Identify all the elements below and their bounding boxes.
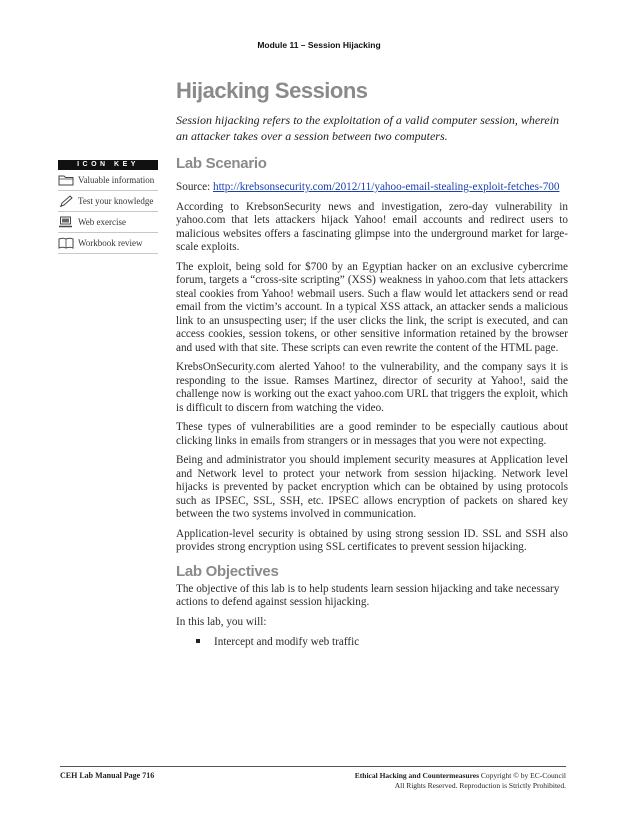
icon-key-label: Test your knowledge	[78, 196, 154, 206]
intro-text: Session hijacking refers to the exploitation of a valid computer session, wherein an attacker takes over a session between two computers.	[176, 113, 560, 143]
objectives-list	[176, 635, 568, 649]
footer-divider	[60, 766, 566, 767]
icon-key-item-test	[58, 191, 158, 212]
footer-book-title: Ethical Hacking and Countermeasures	[354, 771, 480, 780]
icon-key-label: Workbook review	[78, 238, 143, 248]
icon-key-label: Web exercise	[78, 217, 126, 227]
scenario-paragraph: KrebsOnSecurity.com alerted Yahoo! to the vulnerability, and the company says it is responding to the issue. Ramses Martinez, director of security at Yahoo!, said the challenge now is working out the exact yahoo.com URL that triggers the exploit, which is difficult to discern from watching the video.	[176, 361, 568, 414]
objectives-paragraph: The objective of this lab is to help students learn session hijacking and take necessary actions to defend against session hijacking.	[176, 582, 560, 608]
footer-page-label: CEH Lab Manual Page 716	[60, 771, 155, 780]
lab-scenario-heading: Lab Scenario	[176, 155, 267, 172]
scenario-paragraph: Being and administrator you should implement security measures at Application level and Network level to protect your network from session hijacking. Network level hijacks is prevented by packet encryption which can be obtained by using protocols such as IPSEC, SSL, SSH, etc. IPSEC allows encryption of packets on shared key between the two systems involved in communication.	[176, 454, 568, 520]
icon-key-item-valuable	[58, 170, 158, 191]
source-link[interactable]: http://krebsonsecurity.com/2012/11/yahoo-email-stealing-exploit-fetches-700	[212, 181, 560, 193]
objectives-paragraph: In this lab, you will:	[176, 615, 267, 628]
scenario-paragraph: These types of vulnerabilities are a good reminder to be especially cautious about clicking links in emails from strangers or in messages that you were not expecting.	[176, 421, 568, 447]
icon-key-item-web	[58, 212, 158, 233]
module-header: Module 11 – Session Hijacking	[257, 40, 381, 50]
scenario-paragraph: According to KrebsonSecurity news and investigation, zero-day vulnerability in yahoo.com that lets attackers hijack Yahoo! email accounts and redirect users to malicious websites offers a fascinating glimpse into the underground market for large-scale exploits.	[176, 200, 568, 253]
icon-key	[58, 160, 158, 254]
scenario-paragraph: The exploit, being sold for $700 by an Egyptian hacker on an exclusive cybercrime forum, targets a “cross-site scripting” (XSS) weakness in yahoo.com that lets attackers steal cookies from Yahoo! webmail users. Such a flaw would let attackers send or read email from the victim’s account. In a typical XSS attack, an attacker sends a malicious link to an unsuspecting user; if the user clicks the link, the script is executed, and can access cookies, session tokens, or other sensitive information retained by the browser and used with that site. These scripts can even rewrite the content of the HTML page.	[176, 260, 568, 354]
icon-key-header: ICON KEY	[58, 160, 158, 170]
source-label: Source:	[176, 181, 213, 193]
computer-icon	[58, 216, 78, 228]
page-title: Hijacking Sessions	[176, 78, 368, 103]
lab-objectives-heading: Lab Objectives	[176, 562, 279, 580]
icon-key-label: Valuable information	[78, 175, 155, 185]
book-icon	[58, 237, 78, 249]
folder-icon	[58, 174, 78, 186]
pencil-icon	[58, 195, 78, 207]
footer-rights-text: All Rights Reserved. Reproduction is Strictly Prohibited.	[394, 781, 566, 790]
list-item: Intercept and modify web traffic	[176, 635, 568, 649]
scenario-paragraph: Application-level security is obtained by using strong session ID. SSL and SSH also provides strong encryption using SSL certificates to prevent session hijacking.	[176, 527, 568, 553]
footer-copyright-text: Copyright © by EC-Council	[479, 771, 566, 780]
footer-copyright	[355, 771, 566, 791]
icon-key-item-workbook	[58, 233, 158, 254]
main-content	[176, 153, 568, 649]
source-line	[176, 181, 568, 195]
